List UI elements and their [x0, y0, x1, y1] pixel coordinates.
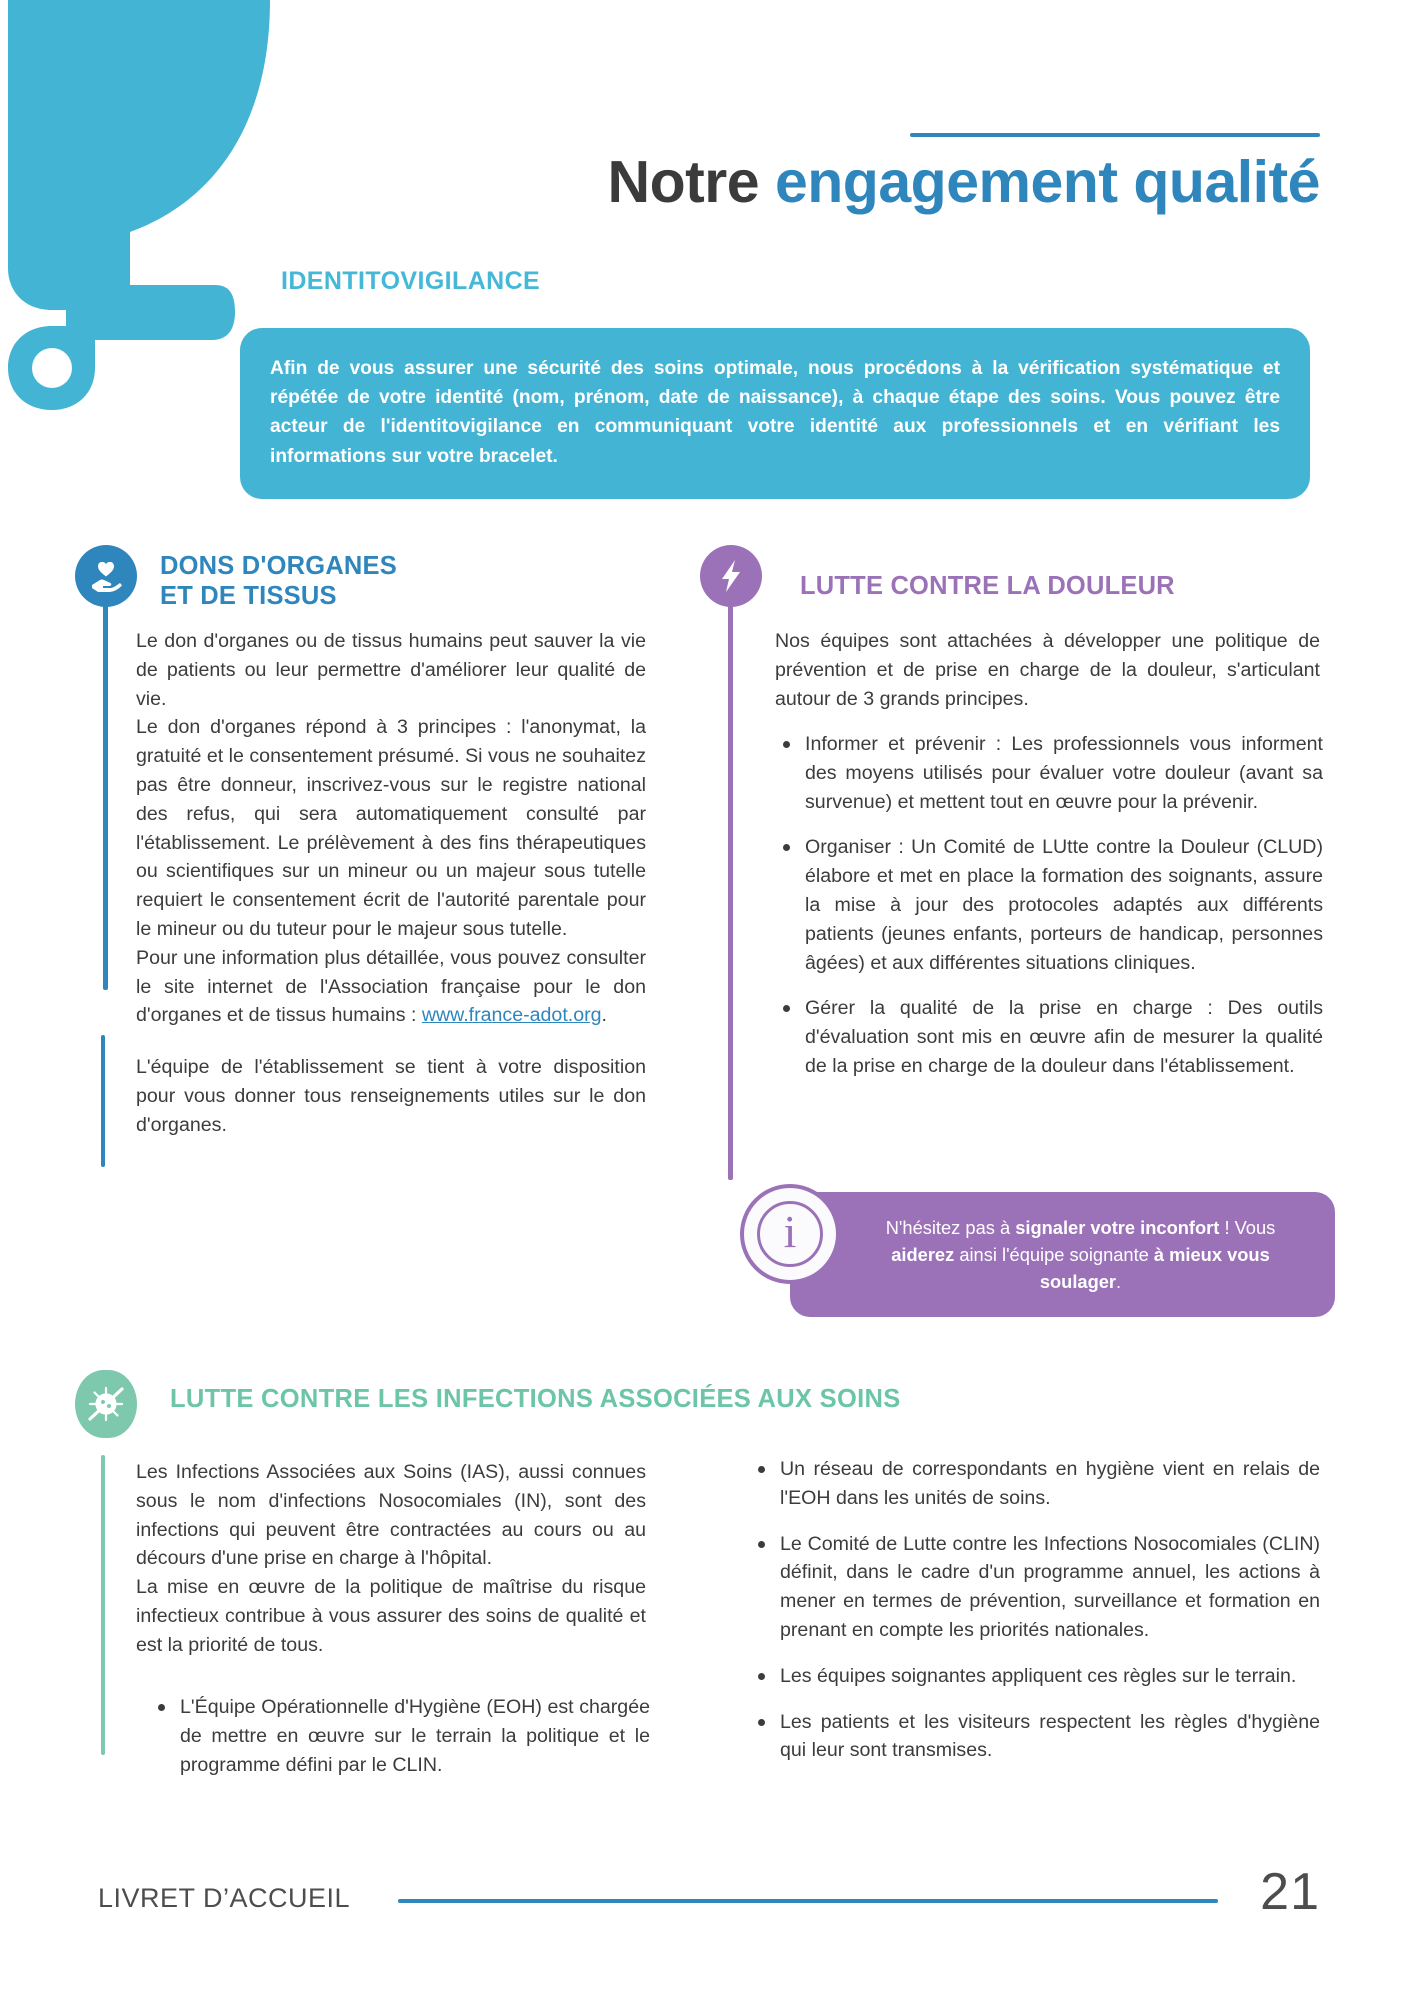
identitovigilance-heading: IDENTITOVIGILANCE — [281, 267, 541, 295]
list-item: Un réseau de correspondants en hygiène vient en relais de l'EOH dans les unités de soins. — [750, 1455, 1320, 1513]
douleur-intro: Nos équipes sont attachées à développer une politique de prévention et de prise en charge de la douleur, s'articulant autour de 3 grands principes. — [775, 630, 1320, 710]
callout-bold2: aiderez — [891, 1244, 955, 1266]
list-item: L'Équipe Opérationnelle d'Hygiène (EOH) est chargée de mettre en œuvre sur le terrain la politique et le programme défini par le CLIN. — [150, 1693, 650, 1779]
virus-icon — [75, 1370, 137, 1438]
list-item: Les équipes soignantes appliquent ces règles sur le terrain. — [750, 1662, 1320, 1691]
callout-part3: ainsi l'équipe soignante — [954, 1244, 1154, 1266]
dons-organes-body — [136, 627, 646, 1030]
infections-right-bullet-list — [750, 1455, 1320, 1782]
info-glyph: i — [757, 1201, 823, 1267]
dons-organes-paragraph-3-text: Pour une information plus détaillée, vous pouvez consulter le site internet de l'Association française pour le don d'organes et de tissus humains : — [136, 946, 646, 1027]
callout-part2: ! Vous — [1219, 1217, 1276, 1238]
footer-rule — [398, 1899, 1218, 1903]
list-item: Informer et prévenir : Les professionnels vous informent des moyens utilisés pour évaluer votre douleur (avant sa survenue) et mettent tout en œuvre pour la prévenir. — [775, 730, 1323, 816]
dons-organes-rail-lower — [101, 1035, 105, 1167]
lightning-bolt-icon — [700, 545, 762, 607]
list-item: Le Comité de Lutte contre les Infections Nosocomiales (CLIN) définit, dans le cadre d'un programme annuel, les actions à mener en termes de prévention, surveillance et formation en prenant en compte les priorités nationales. — [750, 1530, 1320, 1645]
dons-organes-heading-line2: ET DE TISSUS — [160, 581, 337, 610]
callout-part1: N'hésitez pas à — [885, 1217, 1016, 1238]
list-item: Les patients et les visiteurs respectent les règles d'hygiène qui leur sont transmises. — [750, 1708, 1320, 1766]
callout-bold3: à mieux vous soulager — [1039, 1244, 1270, 1293]
douleur-rail — [728, 600, 733, 1180]
dons-organes-paragraph-3 — [136, 944, 646, 1030]
dons-organes-paragraph-2: Le don d'organes répond à 3 principes : l'anonymat, la gratuité et le consentement présumé. Si vous ne souhaitez pas être donneur, inscrivez-vous sur le registre national des refus, qui sera automatiquement consulté par l'établissement. Le prélèvement à des fins thérapeutiques ou scientifiques sur un mineur ou un majeur sous tutelle requiert le consentement écrit de l'autorité parentale pour le mineur ou du tuteur pour le majeur sous tutelle. — [136, 716, 646, 940]
infections-rail — [101, 1455, 105, 1755]
list-item: Gérer la qualité de la prise en charge : Des outils d'évaluation sont mis en œuvre afin de mesurer la qualité de la prise en charge de la douleur dans l'établissement. — [775, 994, 1323, 1080]
callout-part4: . — [1116, 1271, 1122, 1293]
page-title — [607, 148, 1320, 216]
info-circle-icon — [740, 1184, 840, 1284]
page-number: 21 — [1260, 1863, 1320, 1921]
dons-organes-closing: L'équipe de l'établissement se tient à votre disposition pour vous donner tous renseignements utiles sur le don d'organes. — [136, 1056, 646, 1136]
infections-heading: LUTTE CONTRE LES INFECTIONS ASSOCIÉES AUX SOINS — [170, 1385, 901, 1413]
infections-left-paragraph-2: La mise en œuvre de la politique de maîtrise du risque infectieux contribue à vous assurer des soins de qualité et est la priorité de tous. — [136, 1576, 646, 1656]
page-title-dark: Notre — [607, 149, 775, 215]
douleur-heading: LUTTE CONTRE LA DOULEUR — [800, 572, 1175, 600]
dons-organes-paragraph-1: Le don d'organes ou de tissus humains peut sauver la vie de patients ou leur permettre d'améliorer leur qualité de vie. — [136, 630, 646, 710]
infections-left-bullet-list — [150, 1693, 650, 1796]
douleur-bullet-list — [775, 730, 1323, 1098]
identitovigilance-box: Afin de vous assurer une sécurité des soins optimale, nous procédons à la vérification systématique et répétée de votre identité (nom, prénom, date de naissance), à chaque étape des soins. Vous pouvez être acteur de l'identitovigilance en communiquant votre identité aux professionnels et en vérifiant les informations sur votre bracelet. — [240, 328, 1310, 499]
footer-label: LIVRET D’ACCUEIL — [98, 1883, 351, 1913]
list-item: Organiser : Un Comité de LUtte contre la Douleur (CLUD) élabore et met en place la formation des soignants, assure la mise à jour des protocoles adaptés aux différents patients (jeunes enfants, porteurs de handicap, personnes âgées) et aux différentes situations cliniques. — [775, 833, 1323, 977]
dons-organes-heading-line1: DONS D'ORGANES — [160, 552, 397, 580]
header-rule — [910, 133, 1320, 137]
dons-organes-heading — [160, 552, 580, 611]
dons-organes-link-suffix: . — [601, 1004, 607, 1027]
infections-left-paragraph-1: Les Infections Associées aux Soins (IAS), aussi connues sous le nom d'infections Nosocomiales (IN), sont des infections qui peuvent être contractées au cours ou au décours d'une prise en charge à l'hôpital. — [136, 1461, 646, 1570]
infections-left-body — [136, 1458, 646, 1660]
callout-bold1: signaler votre inconfort — [1015, 1217, 1220, 1238]
dons-organes-rail — [103, 600, 108, 990]
france-adot-link[interactable]: www.france-adot.org — [421, 1004, 602, 1027]
douleur-callout — [790, 1192, 1335, 1317]
hand-heart-icon — [75, 545, 137, 607]
page-title-accent: engagement qualité — [774, 149, 1320, 215]
